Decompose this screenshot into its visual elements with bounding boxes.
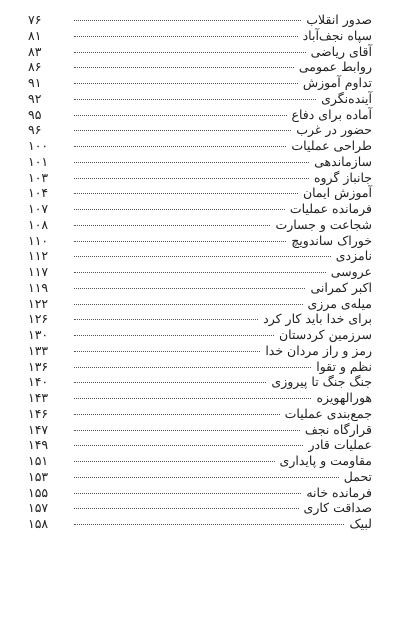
toc-entry-page-number: ۱۱۲ <box>28 248 49 264</box>
dot-leader <box>74 461 275 462</box>
toc-entry[interactable] <box>28 28 372 44</box>
toc-entry-title: صداقت کاری <box>303 500 372 516</box>
dot-leader <box>74 36 298 37</box>
toc-entry-page-number: ۱۴۶ <box>28 405 49 421</box>
toc-entry[interactable] <box>28 485 372 501</box>
toc-entry-title: فرمانده خانه <box>306 484 372 500</box>
toc-entry-page-number: ۹۵ <box>28 106 42 122</box>
toc-entry-title: میله‌ی مرزی <box>307 295 372 311</box>
table-of-contents <box>28 12 372 532</box>
toc-entry-page-number: ۱۱۹ <box>28 279 49 295</box>
toc-entry-title: تحمل <box>343 468 372 484</box>
toc-entry-page-number: ۱۰۳ <box>28 169 49 185</box>
dot-leader <box>74 445 303 446</box>
dot-leader <box>74 256 331 257</box>
toc-entry-title: برای خدا باید کار کرد <box>263 311 372 327</box>
dot-leader <box>74 162 309 163</box>
toc-entry-title: رمز و راز مردان خدا <box>265 342 372 358</box>
dot-leader <box>74 115 287 116</box>
dot-leader <box>74 367 311 368</box>
dot-leader <box>74 477 339 478</box>
dot-leader <box>74 241 286 242</box>
toc-entry[interactable] <box>28 516 372 532</box>
toc-entry-title: خوراک ساندویچ <box>291 232 372 248</box>
toc-entry[interactable] <box>28 359 372 375</box>
toc-entry[interactable] <box>28 154 372 170</box>
dot-leader <box>74 193 298 194</box>
dot-leader <box>74 508 299 509</box>
toc-entry-page-number: ۱۰۰ <box>28 138 49 153</box>
toc-entry[interactable] <box>28 422 372 438</box>
toc-entry-title: نظم و تقوا <box>316 358 372 374</box>
dot-leader <box>74 288 305 289</box>
toc-entry-title: هورالهویزه <box>316 390 372 405</box>
toc-entry-title: آموزش ایمان <box>302 185 372 201</box>
toc-entry-page-number: ۱۱۷ <box>28 264 49 279</box>
toc-entry-page-number: ۱۲۶ <box>28 311 49 327</box>
toc-entry-title: جانباز گروه <box>313 169 372 185</box>
toc-entry[interactable] <box>28 406 372 422</box>
toc-entry[interactable] <box>28 201 372 217</box>
toc-entry-page-number: ۱۱۰ <box>28 232 49 248</box>
toc-entry[interactable] <box>28 343 372 359</box>
toc-entry[interactable] <box>28 91 372 107</box>
toc-entry[interactable] <box>28 469 372 485</box>
dot-leader <box>74 351 260 352</box>
toc-entry-title: عملیات قادر <box>308 437 372 453</box>
toc-entry-page-number: ۸۶ <box>28 59 42 75</box>
toc-entry-page-number: ۱۴۷ <box>28 421 49 437</box>
dot-leader <box>74 83 298 84</box>
toc-entry[interactable] <box>28 217 372 233</box>
toc-entry-page-number: ۱۵۸ <box>28 516 49 531</box>
toc-entry-title: حضور در غرب <box>296 122 372 138</box>
toc-entry-page-number: ۹۲ <box>28 90 42 106</box>
toc-entry-title: آماده برای دفاع <box>291 106 372 122</box>
toc-entry-title: فرمانده عملیات <box>289 201 372 216</box>
toc-entry-page-number: ۸۳ <box>28 43 42 59</box>
dot-leader <box>74 67 294 68</box>
dot-leader <box>74 209 285 210</box>
toc-entry-page-number: ۸۱ <box>28 27 42 43</box>
toc-entry[interactable] <box>28 12 372 28</box>
toc-entry[interactable] <box>28 390 372 406</box>
toc-entry-title: آینده‌نگری <box>321 90 372 106</box>
toc-entry-title: سپاه نجف‌آباد <box>302 27 372 43</box>
dot-leader <box>74 493 301 494</box>
toc-entry[interactable] <box>28 59 372 75</box>
toc-entry-page-number: ۹۱ <box>28 75 42 90</box>
toc-entry-title: روابط عمومی <box>298 59 372 75</box>
dot-leader <box>74 225 270 226</box>
toc-entry-title: نامزدی <box>335 248 372 264</box>
dot-leader <box>74 130 291 131</box>
toc-entry-title: طراحی عملیات <box>291 138 372 153</box>
toc-entry-page-number: ۱۲۲ <box>28 295 49 311</box>
toc-entry[interactable] <box>28 280 372 296</box>
toc-entry-page-number: ۱۳۶ <box>28 358 49 374</box>
dot-leader <box>74 304 303 305</box>
dot-leader <box>74 430 300 431</box>
dot-leader <box>74 146 286 147</box>
dot-leader <box>74 99 316 100</box>
toc-entry-title: قرارگاه نجف <box>304 421 372 437</box>
toc-entry[interactable] <box>28 233 372 249</box>
toc-entry-title: جمع‌بندی عملیات <box>284 405 372 421</box>
dot-leader <box>74 398 311 399</box>
toc-entry[interactable] <box>28 138 372 154</box>
toc-entry-title: شجاعت و جسارت <box>275 216 372 232</box>
toc-entry-title: تداوم آموزش <box>302 75 372 90</box>
toc-entry-title: لبیک <box>349 516 372 531</box>
toc-entry[interactable] <box>28 500 372 516</box>
toc-entry-title: صدور انقلاب <box>306 12 372 27</box>
toc-entry-page-number: ۱۵۳ <box>28 468 49 484</box>
toc-entry-page-number: ۱۴۳ <box>28 390 49 405</box>
toc-entry-page-number: ۱۵۱ <box>28 453 49 468</box>
toc-entry-page-number: ۹۶ <box>28 122 42 138</box>
dot-leader <box>74 272 326 273</box>
toc-entry[interactable] <box>28 437 372 453</box>
toc-entry-page-number: ۱۰۷ <box>28 201 49 216</box>
toc-entry[interactable] <box>28 122 372 138</box>
toc-entry-page-number: ۱۰۸ <box>28 216 49 232</box>
toc-entry-page-number: ۱۰۱ <box>28 153 49 169</box>
dot-leader <box>74 178 309 179</box>
toc-entry-page-number: ۱۰۴ <box>28 185 49 201</box>
toc-entry[interactable] <box>28 44 372 60</box>
toc-entry-page-number: ۷۶ <box>28 12 42 27</box>
toc-entry[interactable] <box>28 107 372 123</box>
dot-leader <box>74 524 344 525</box>
toc-entry-page-number: ۱۳۳ <box>28 342 49 358</box>
toc-entry-title: مقاومت و پایداری <box>279 453 372 468</box>
dot-leader <box>74 335 274 336</box>
toc-entry[interactable] <box>28 75 372 91</box>
toc-entry[interactable] <box>28 170 372 186</box>
dot-leader <box>74 414 280 415</box>
toc-entry[interactable] <box>28 374 372 390</box>
toc-entry-title: اکبر کمرانی <box>310 279 372 295</box>
dot-leader <box>74 52 306 53</box>
toc-entry[interactable] <box>28 311 372 327</box>
dot-leader <box>74 382 266 383</box>
toc-entry-page-number: ۱۳۰ <box>28 327 49 342</box>
toc-entry-page-number: ۱۴۰ <box>28 374 49 390</box>
toc-entry-page-number: ۱۴۹ <box>28 437 49 453</box>
toc-entry-title: آقای ریاضی <box>310 43 372 59</box>
toc-entry-page-number: ۱۵۷ <box>28 500 49 516</box>
toc-entry[interactable] <box>28 453 372 469</box>
toc-entry[interactable] <box>28 248 372 264</box>
dot-leader <box>74 20 301 21</box>
dot-leader <box>74 319 258 320</box>
toc-entry-title: عروسی <box>330 264 372 279</box>
toc-entry-title: سرزمین کردستان <box>278 327 372 342</box>
toc-entry[interactable] <box>28 264 372 280</box>
toc-entry[interactable] <box>28 185 372 201</box>
toc-entry[interactable] <box>28 296 372 312</box>
toc-entry-page-number: ۱۵۵ <box>28 484 49 500</box>
toc-entry-title: جنگ جنگ تا پیروزی <box>271 374 372 390</box>
toc-entry[interactable] <box>28 327 372 343</box>
toc-entry-title: سازماندهی <box>314 153 372 169</box>
